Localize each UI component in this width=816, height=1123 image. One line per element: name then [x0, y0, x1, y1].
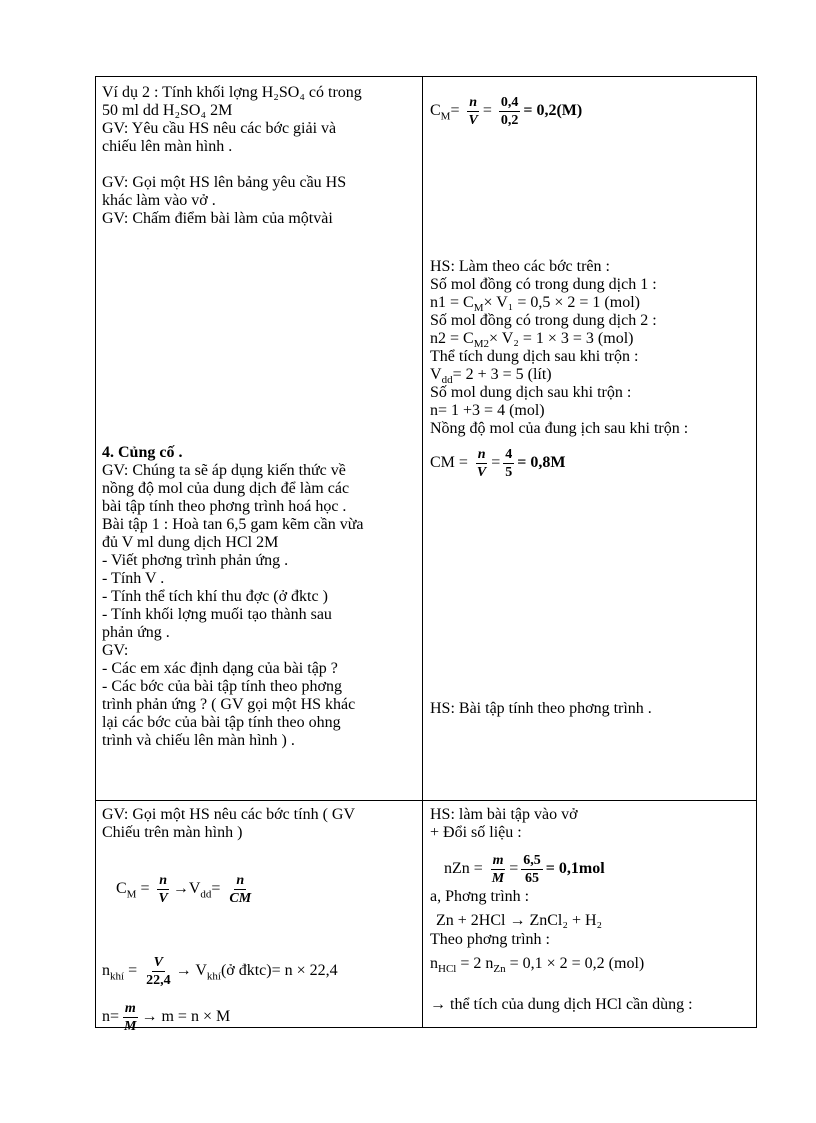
left-line: - Các em xác định dạng của bài tập ?: [102, 660, 338, 677]
right-line: n= 1 +3 = 4 (mol): [430, 402, 545, 419]
right-line: $n2 = C_{M2}\times V_2 = 1 \times 3 = 3$ (mol): [430, 330, 634, 351]
right-line: a, Phơng trình :: [430, 888, 530, 905]
right-line: + Đổi số liệu :: [430, 824, 522, 841]
left-line: GV: Gọi một HS lên bảng yêu cầu HS: [102, 174, 347, 191]
left-line: lại các bớc của bài tập tính theo ohng: [102, 714, 341, 731]
left-line: chiếu lên màn hình .: [102, 138, 233, 155]
formula-cm-final: CM = $\frac{n}{V}$ = $\frac{4}{5}$ = 0,8M: [430, 447, 566, 480]
right-line: Theo phơng trình :: [430, 931, 550, 948]
left-line: - Tính V .: [102, 570, 165, 587]
left-line: Bài tập 1 : Hoà tan 6,5 gam kẽm cần vừa: [102, 516, 364, 533]
left-line: GV: Yêu cầu HS nêu các bớc giải và: [102, 120, 337, 137]
right-line: $n1 = C_M\times V_1 = 0,5 \times 2 = 1$ (mol): [430, 294, 640, 315]
left-line: trình và chiếu lên màn hình ) .: [102, 732, 295, 749]
left-line: nồng độ mol của dung dịch để làm các: [102, 480, 350, 497]
left-line: GV: Gọi một HS nêu các bớc tính ( GV: [102, 806, 356, 823]
left-line: - Tính khối lợng muối tạo thành sau: [102, 606, 332, 623]
right-line: $n_{HCl} = 2$ $n_{Zn} = 0,1 \times 2 = 0,2$ (mol): [430, 955, 645, 976]
left-line: - Viết phơng trình phản ứng .: [102, 552, 289, 569]
row-divider: [95, 800, 757, 801]
formula-cm: $C_M$ = $\frac{n}{V}$ $\to V_{dd}=$ $\frac{n}{CM}$: [116, 873, 252, 906]
right-line: HS: Làm theo các bớc trên :: [430, 258, 610, 275]
formula-nzn: nZn = $\frac{m}{M}$ = $\frac{6,5}{65}$ = 0,1mol: [444, 853, 605, 886]
right-line: HS: làm bài tập vào vở: [430, 806, 578, 823]
left-line: GV:: [102, 642, 129, 659]
left-line: - Tính thể tích khí thu đợc (ở đktc ): [102, 588, 328, 605]
column-divider: [422, 76, 423, 1028]
formula-nkhi: $n_{khí}$ = $\frac{V}{22,4}$ → $V_{khí}(ở$ đktc)= n × 22,4: [102, 955, 338, 988]
left-line: bài tập tính theo phơng trình hoá học .: [102, 498, 347, 515]
left-line: Chiếu trên màn hình ): [102, 824, 243, 841]
reaction-equation: Zn + 2HCl → ZnCl₂ + H₂: [436, 912, 603, 929]
section-heading: 4. Củng cố .: [102, 444, 183, 461]
right-line: Thể tích dung dịch sau khi trộn :: [430, 348, 639, 365]
right-line: Số mol đồng có trong dung dịch 2 :: [430, 312, 657, 329]
left-line: - Các bớc của bài tập tính theo phơng: [102, 678, 342, 695]
right-line: Số mol đồng có trong dung dịch 1 :: [430, 276, 657, 293]
right-line: HS: Bài tập tính theo phơng trình .: [430, 700, 652, 717]
left-line: Ví dụ 2 : Tính khối lợng H₂SO₄ có trong: [102, 84, 362, 101]
left-line: 50 ml dd H₂SO₄ 2M: [102, 102, 233, 119]
right-line: Nồng độ mol của đung ịch sau khi trộn :: [430, 420, 689, 437]
formula-mass: n= $\frac{m}{M}$ → m = n × M: [102, 1001, 231, 1034]
right-line: $V_{dd}= 2 + 3 = 5$ (lít): [430, 366, 552, 387]
left-line: phản ứng .: [102, 624, 170, 641]
left-line: trình phản ứng ? ( GV gọi một HS khác: [102, 696, 356, 713]
formula-cm-result: $C_M=$ $\frac{n}{V}$ = $\frac{0,4}{0,2}$ = 0,2(M): [430, 95, 583, 128]
right-line: Số mol dung dịch sau khi trộn :: [430, 384, 632, 401]
left-line: GV: Chúng ta sẽ áp dụng kiến thức về: [102, 462, 346, 479]
left-line: đủ V ml dung dịch HCl 2M: [102, 534, 279, 551]
left-line: khác làm vào vở .: [102, 192, 216, 209]
right-line: → thể tích của dung dịch HCl cần dùng :: [430, 996, 693, 1013]
left-line: GV: Chấm điểm bài làm của mộtvài: [102, 210, 333, 227]
